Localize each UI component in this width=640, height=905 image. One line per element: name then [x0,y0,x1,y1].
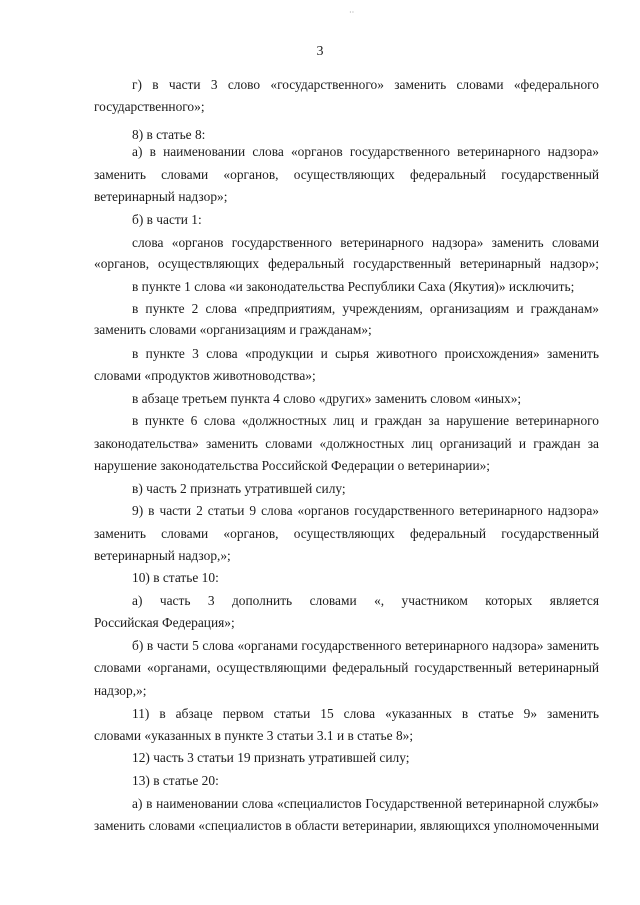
text-line: словами «продуктов животноводства»; [94,368,316,383]
text-line: 11) в абзаце первом статьи 15 слова «указанных в статье 9» заменить [132,706,599,721]
text-line: заменить словами «организациям и гражданам»; [94,322,372,337]
text-line: б) в части 5 слова «органами государственного ветеринарного надзора» заменить [132,638,599,653]
page-mark: ·· [349,8,355,17]
text-line: 9) в части 2 статьи 9 слова «органов государственного ветеринарного надзора» [132,503,599,518]
page-number: 3 [316,44,324,59]
text-line: государственного»; [94,99,205,114]
text-line: в пункте 3 слова «продукции и сырья животного происхождения» заменить [132,346,599,361]
text-line: ветеринарный надзор,»; [94,548,231,563]
text-line: Российская Федерация»; [94,615,235,630]
text-line: 13) в статье 20: [132,773,219,788]
text-line: заменить словами «органов, осуществляющих федеральный государственный [94,526,599,541]
text-line: слова «органов государственного ветеринарного надзора» заменить словами [132,235,599,250]
text-line: словами «органами, осуществляющими федеральный государственный ветеринарный [94,660,599,675]
text-line: а) в наименовании слова «специалистов Государственной ветеринарной службы» [132,796,599,811]
text-line: в) часть 2 признать утратившей силу; [132,481,346,496]
text-line: заменить словами «органов, осуществляющих федеральный государственный [94,167,599,182]
text-line: в абзаце третьем пункта 4 слово «других» заменить словом «иных»; [132,391,522,406]
text-line: а) часть 3 дополнить словами «, участником которых является [132,593,599,608]
text-line: в пункте 2 слова «предприятиям, учреждениям, организациям и гражданам» [132,301,599,316]
text-line: заменить словами «специалистов в области ветеринарии, являющихся уполномоченными [94,818,599,833]
text-line: а) в наименовании слова «органов государственного ветеринарного надзора» [132,144,599,159]
text-line: б) в части 1: [132,212,202,227]
text-line: в пункте 1 слова «и законодательства Республики Саха (Якутия)» исключить; [132,279,575,294]
text-line: 12) часть 3 статьи 19 признать утратившей силу; [132,750,410,765]
text-line: 8) в статье 8: [132,127,206,142]
text-line: в пункте 6 слова «должностных лиц и граждан за нарушение ветеринарного [132,413,599,428]
text-line: надзор,»; [94,683,147,698]
text-line: г) в части 3 слово «государственного» заменить словами «федерального [132,77,599,92]
text-line: 10) в статье 10: [132,570,219,585]
text-line: словами «указанных в пункте 3 статьи 3.1 и в статье 8»; [94,728,414,743]
text-line: ветеринарный надзор»; [94,189,228,204]
text-line: законодательства» заменить словами «должностных лиц организаций и граждан за [94,436,599,451]
text-line: нарушение законодательства Российской Федерации о ветеринарии»; [94,458,491,473]
text-line: «органов, осуществляющих федеральный государственный ветеринарный надзор»; [94,256,599,271]
